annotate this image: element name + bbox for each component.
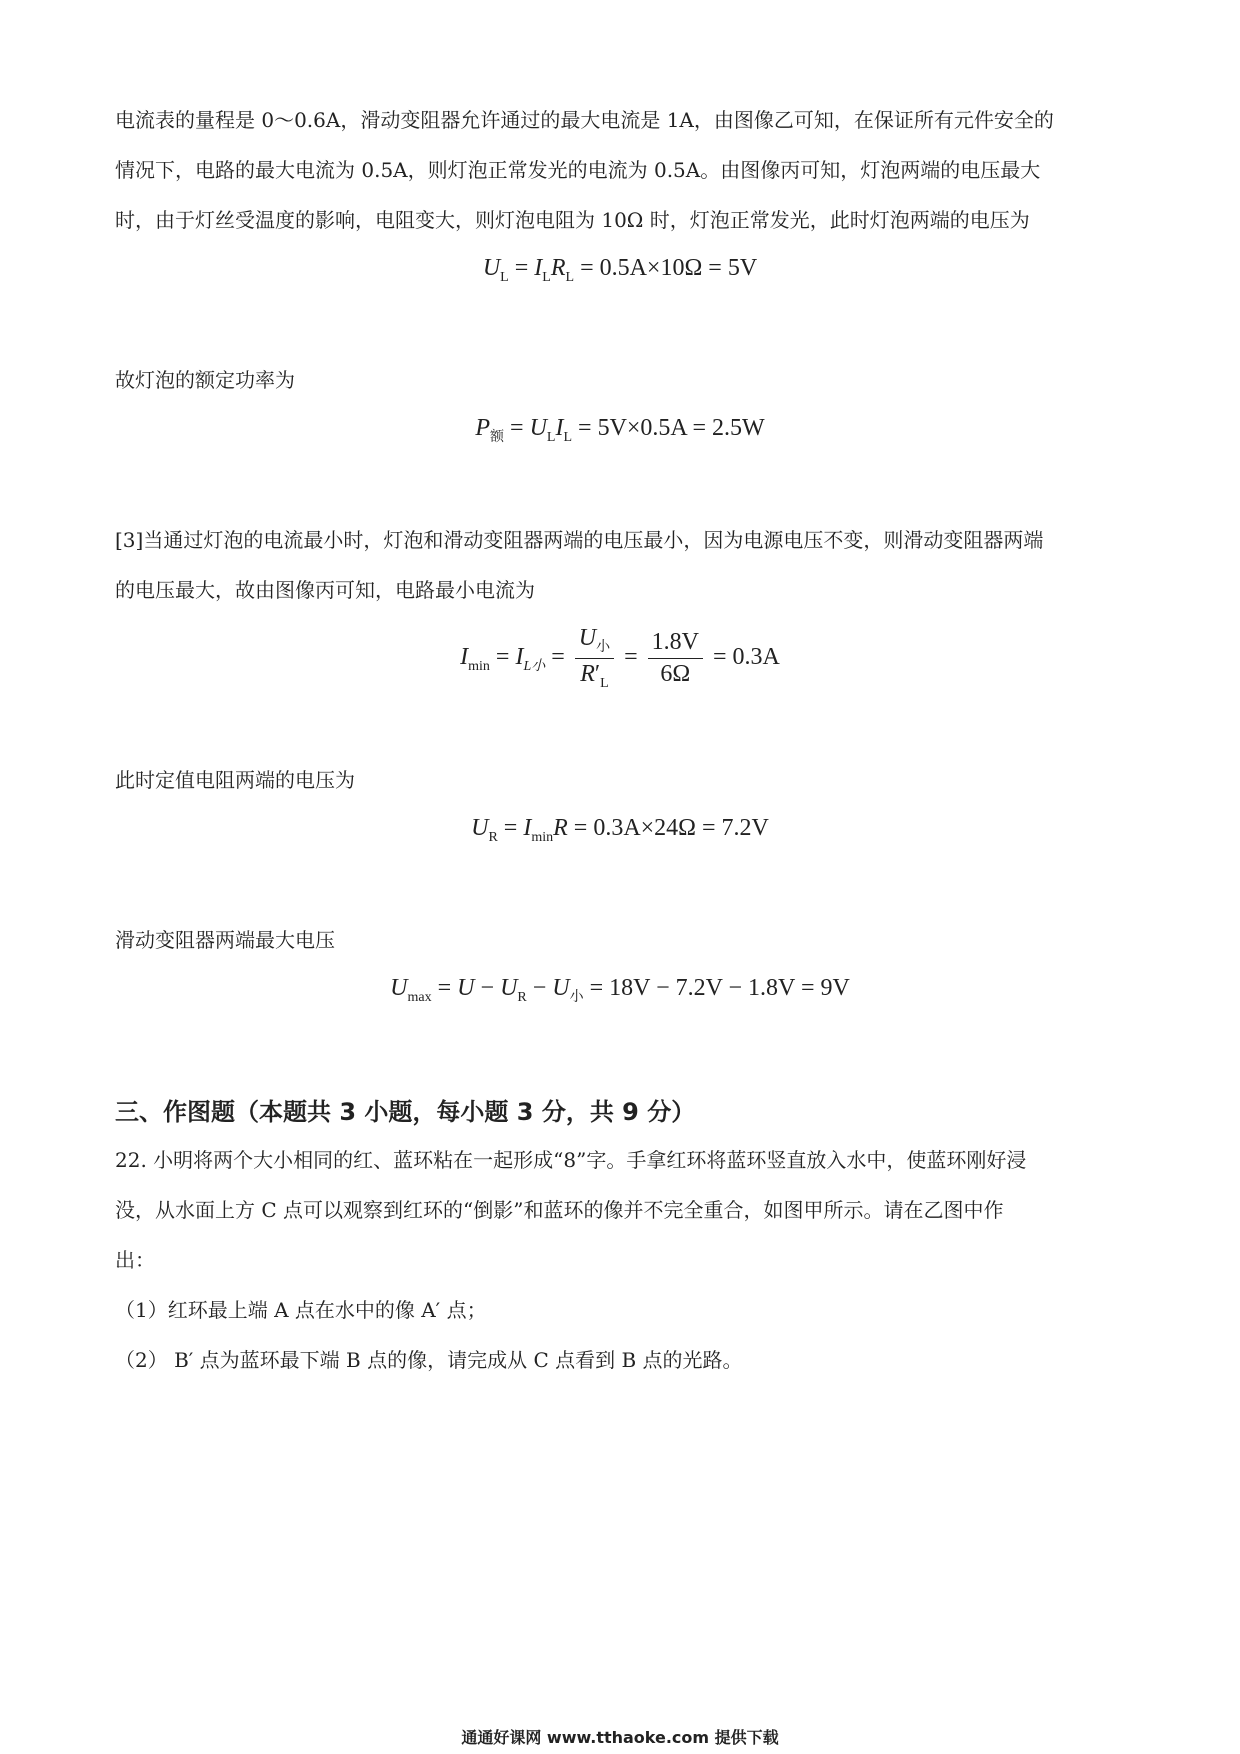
eq3-I2: I <box>515 644 524 671</box>
frac1-den-sub: L <box>600 676 609 691</box>
intro-paragraph <box>115 95 1135 245</box>
eq5-U4: U <box>552 975 570 1001</box>
eq4-I: I <box>523 815 532 841</box>
q22-line-3: 出： <box>115 1248 155 1272</box>
eq5-U2: U <box>457 975 475 1001</box>
frac2-num: 1.8V <box>648 629 703 659</box>
eq2-rhs: = 5V×0.5A = 2.5W <box>572 415 765 441</box>
p3-line-2: 的电压最大，故由图像丙可知，电路最小电流为 <box>115 578 535 602</box>
eq2-U: U <box>529 415 547 441</box>
p4-line: 此时定值电阻两端的电压为 <box>115 768 355 792</box>
eq3-I: I <box>460 644 469 671</box>
eq5-rhs: = 18V − 7.2V − 1.8V = 9V <box>583 975 850 1001</box>
eq2-P: P <box>475 415 491 441</box>
q22-line-1: 22. 小明将两个大小相同的红、蓝环粘在一起形成“8”字。手拿红环将蓝环竖直放入水中，使蓝环刚好浸 <box>115 1148 1027 1172</box>
frac1-num: U <box>578 625 597 651</box>
frac1-den-prime: ′ <box>594 661 601 687</box>
q22-item-1: （1）红环最上端 A 点在水中的像 A′ 点； <box>115 1298 487 1322</box>
eq4-R: R <box>553 815 568 841</box>
intro-line-3: 时，由于灯丝受温度的影响，电阻变大，则灯泡电阻为 10Ω 时，灯泡正常发光，此时灯泡两端的电压为 <box>115 208 1030 232</box>
question-22 <box>115 1135 1135 1385</box>
eq1-U-sub: L <box>500 270 509 285</box>
frac1-den: R <box>580 661 595 687</box>
q22-line-2: 没，从水面上方 C 点可以观察到红环的“倒影”和蓝环的像并不完全重合，如图甲所示。请在乙图中作 <box>115 1198 1004 1222</box>
eq2-P-sub: 额 <box>490 430 505 445</box>
eq4-I-sub: min <box>531 830 554 845</box>
eq1-R-sub: L <box>565 270 575 285</box>
eq4-rhs: = 0.3A×24Ω = 7.2V <box>567 815 769 841</box>
intro-line-2: 情况下，电路的最大电流为 0.5A，则灯泡正常发光的电流为 0.5A。由图像丙可知，灯泡两端的电压最大 <box>115 158 1041 182</box>
eq2-I: I <box>555 415 564 441</box>
eq3-I-sub-min: min <box>468 659 490 675</box>
equation-rated-power: $P_额 = U_LI_L = 5V\times 0.5A = 2.5W$ <box>475 415 765 445</box>
power-paragraph <box>115 355 1135 405</box>
frac1-num-sub: 小 <box>596 640 611 655</box>
max-voltage-paragraph <box>115 915 1135 965</box>
eq5-U3-sub: R <box>517 990 527 1005</box>
p2-line: 故灯泡的额定功率为 <box>115 368 295 392</box>
equation-resistor-voltage: $U_R = I_{min}R = 0.3A\times 24\Omega = 7.2V$ <box>471 815 769 845</box>
eq2-I-sub: L <box>563 430 573 445</box>
equation-lamp-voltage: $U_L = I_LR_L = 0.5A\times 10\Omega = 5V$ <box>482 255 758 285</box>
q22-item-2: （2） B′ 点为蓝环最下端 B 点的像，请完成从 C 点看到 B 点的光路。 <box>115 1348 743 1372</box>
eq1-I: I <box>534 255 543 281</box>
frac2-den: 6Ω <box>660 661 691 687</box>
p5-line: 滑动变阻器两端最大电压 <box>115 928 335 952</box>
fraction-voltage-resistance <box>575 625 614 692</box>
eq5-U: U <box>390 975 408 1001</box>
p3-line-1: [3]当通过灯泡的电流最小时，灯泡和滑动变阻器两端的电压最小，因为电源电压不变，则滑动变阻器两端 <box>115 528 1044 552</box>
fraction-numeric <box>648 629 703 688</box>
eq5-U4-sub: 小 <box>569 990 584 1005</box>
eq1-U: U <box>482 255 501 281</box>
intro-line-1: 电流表的量程是 0～0.6A，滑动变阻器允许通过的最大电流是 1A，由图像乙可知，在保证所有元件安全的 <box>115 108 1054 132</box>
eq2-U-sub: L <box>546 430 556 445</box>
eq4-U: U <box>471 815 489 841</box>
eq1-R: R <box>550 255 566 281</box>
eq3-I2-sub: L小 <box>523 659 546 675</box>
eq5-U-sub: max <box>407 990 432 1005</box>
eq3-rhs: = 0.3A <box>707 644 780 671</box>
eq4-U-sub: R <box>488 830 498 845</box>
resistor-voltage-paragraph <box>115 755 1135 805</box>
footer-watermark: 通通好课网 www.tthaoke.com 提供下载 <box>461 1728 779 1747</box>
equation-max-voltage: $U_{max} = U - U_R - U_小 = 18V - 7.2V - 1.8V = 9V$ <box>390 975 850 1005</box>
eq5-U3: U <box>500 975 518 1001</box>
min-current-paragraph <box>115 515 1135 615</box>
equation-min-current: $I_{min} = I_{L小}$ = $\frac{U_小}{R'_L}$ = $\frac{1.8V}{6\Omega}$ = 0.3A <box>460 625 780 691</box>
section-heading: 三、作图题（本题共 3 小题，每小题 3 分，共 9 分） <box>115 1098 696 1126</box>
eq1-I-sub: L <box>542 270 551 285</box>
eq1-rhs: = 0.5A×10Ω = 5V <box>574 255 758 281</box>
